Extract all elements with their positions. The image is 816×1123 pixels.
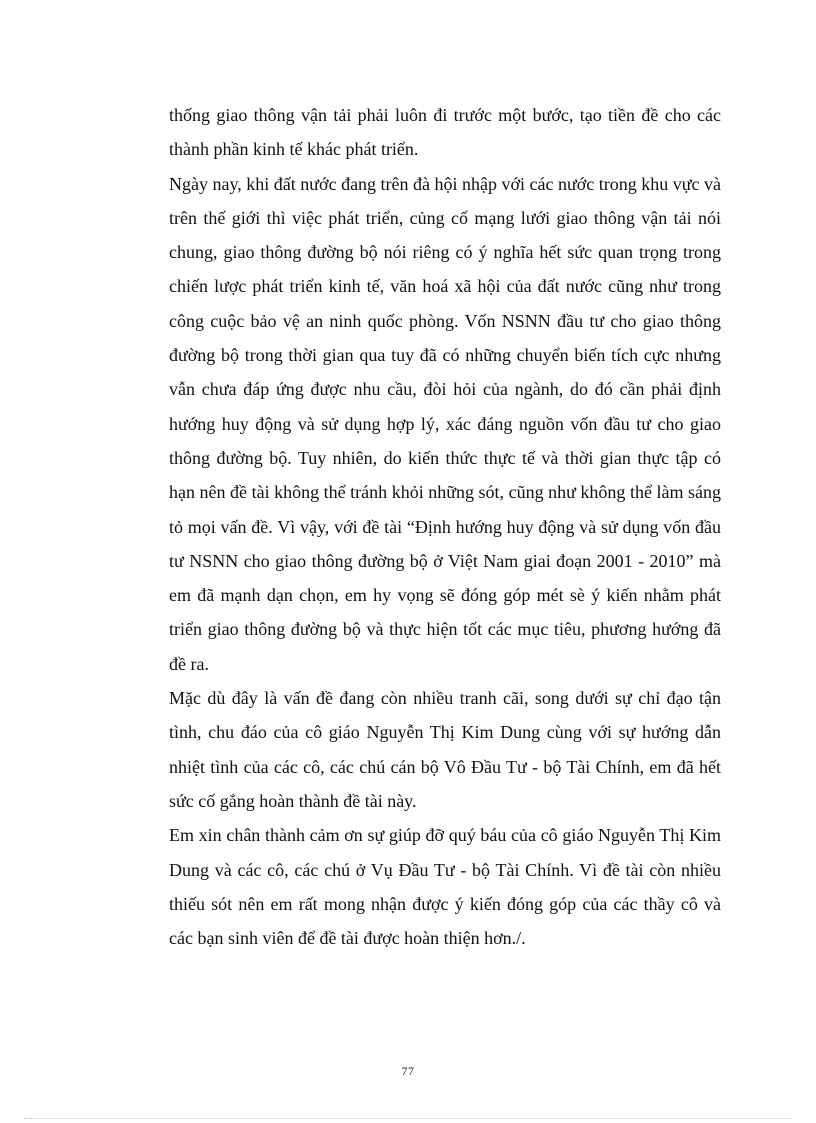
paragraph-continued: thống giao thông vận tải phải luôn đi trước một bước, tạo tiền đề cho các thành phần kinh tế khác phát triển.	[169, 105, 721, 160]
paragraph-context: Ngày nay, khi đất nước đang trên đà hội nhập với các nước trong khu vực và trên thế giới thì việc phát triển, củng cố mạng lưới giao thông vận tải nói chung, giao thông đường bộ nói riêng có ý nghĩa hết sức quan trọng trong chiến lược phát triển kinh tế, văn hoá xã hội của đất nước cũng như trong công cuộc bảo vệ an ninh quốc phòng. Vốn NSNN đầu tư cho giao thông đường bộ trong thời gian qua tuy đã có những chuyển biến tích cực nhưng vẫn chưa đáp ứng được nhu cầu, đòi hỏi của ngành, do đó cần phải định hướng huy động và sử dụng hợp lý, xác đáng nguồn vốn đầu tư cho giao thông đường bộ. Tuy nhiên, do kiến thức thực tế và thời gian thực tập có hạn nên đề tài không thể tránh khỏi những sót, cũng như không thể làm sáng tỏ mọi vấn đề. Vì vậy, với đề tài “Định hướng huy động và sử dụng vốn đầu tư NSNN cho giao thông đường bộ ở Việt Nam giai đoạn 2001 - 2010” mà em đã mạnh dạn chọn, em hy vọng sẽ đóng góp mét sè ý kiến nhằm phát triển giao thông đường bộ và thực hiện tốt các mục tiêu, phương hướng đã đề ra.	[169, 173, 721, 674]
page-number: 77	[401, 1064, 415, 1078]
page-bottom-divider	[24, 1118, 792, 1119]
paragraph-acknowledgement-intro: Mặc dù đây là vấn đề đang còn nhiều tranh cãi, song dưới sự chỉ đạo tận tình, chu đáo của cô giáo Nguyễn Thị Kim Dung cùng với sự hướng dẫn nhiệt tình của các cô, các chú cán bộ Vô Đầu Tư - bộ Tài Chính, em đã hết sức cố gắng hoàn thành đề tài này.	[169, 688, 721, 811]
body-text	[169, 98, 721, 955]
paragraph-thanks: Em xin chân thành cảm ơn sự giúp đỡ quý báu của cô giáo Nguyễn Thị Kim Dung và các cô, các chú ở Vụ Đầu Tư - bộ Tài Chính. Vì đề tài còn nhiều thiếu sót nên em rất mong nhận được ý kiến đóng góp của các thầy cô và các bạn sinh viên để đề tài được hoàn thiện hơn./.	[169, 825, 721, 949]
